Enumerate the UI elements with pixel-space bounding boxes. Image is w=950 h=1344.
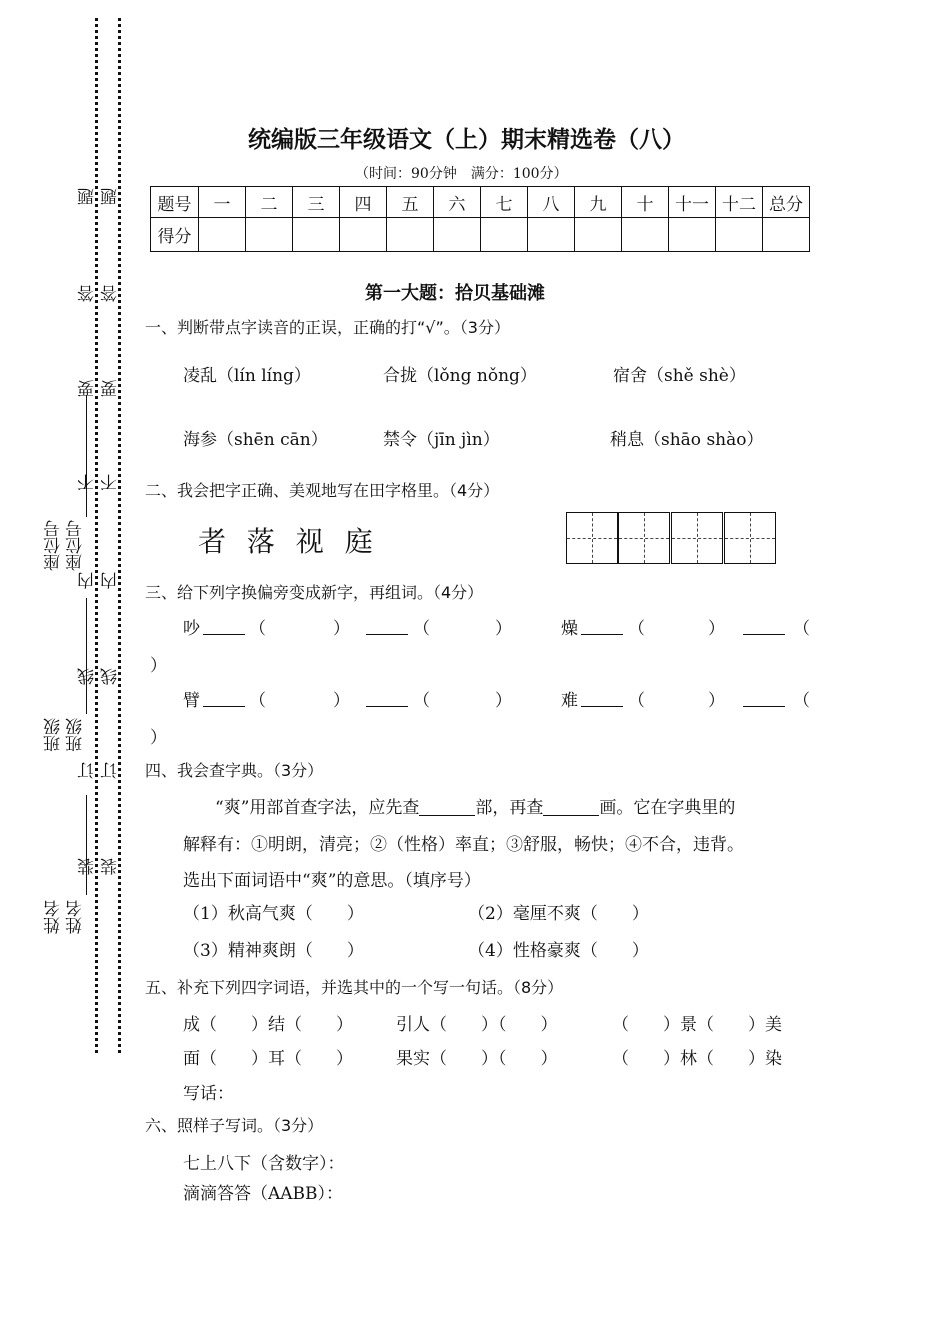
q3-blank[interactable] (203, 686, 245, 707)
score-input-cell[interactable] (716, 218, 763, 252)
idiom-item[interactable]: （ ）景（ ）美 (612, 1015, 782, 1035)
question-5-heading: 五、补充下列四字词语，并选其中的一个写一句话。（8分） (145, 978, 564, 997)
score-input-cell[interactable] (481, 218, 528, 252)
q3-char: 臂 (183, 691, 200, 711)
idiom-item[interactable]: （ ）林（ ）染 (612, 1049, 782, 1069)
binding-char: 不 (101, 474, 121, 491)
score-input-cell[interactable] (340, 218, 387, 252)
q4-text: 画。它在字典里的 (599, 798, 736, 818)
q3-paren: （ (793, 691, 810, 711)
score-input-cell[interactable] (434, 218, 481, 252)
question-1-heading: 一、判断带点字读音的正误，正确的打“√”。（3分） (145, 318, 510, 337)
binding-char: 线 (78, 668, 98, 685)
tianzige-box[interactable] (566, 512, 618, 564)
class-label: 班级 (66, 718, 86, 752)
tianzige-box[interactable] (671, 512, 723, 564)
score-input-cell[interactable] (622, 218, 669, 252)
binding-dotted-line-inner (118, 18, 121, 1053)
name-label: 姓名 (66, 900, 86, 934)
idiom-item[interactable]: 引人（ ）（ ） (396, 1015, 558, 1035)
pinyin-item[interactable]: 海参（shēn cān） (183, 430, 328, 450)
q4-text: “爽”用部首查字法，应先查 (215, 798, 420, 818)
binding-char: 题 (78, 188, 98, 205)
characters-to-copy: 者 落 视 庭 (198, 525, 379, 558)
score-cell: 总分 (763, 187, 810, 218)
q3-paren: ） (708, 619, 725, 639)
name-underline[interactable] (86, 795, 87, 895)
score-cell: 四 (340, 187, 387, 218)
score-cell: 十二 (716, 187, 763, 218)
q3-blank[interactable] (581, 686, 623, 707)
q4-option[interactable]: （1）秋高气爽（ ） (183, 904, 364, 924)
binding-char: 内 (101, 572, 121, 589)
q3-blank[interactable] (581, 614, 623, 635)
q3-blank[interactable] (366, 686, 408, 707)
q3-paren: ） (333, 691, 350, 711)
score-row-label: 得分 (151, 218, 199, 252)
seat-number-label: 座位号 (66, 520, 86, 571)
idiom-item[interactable]: 成（ ）结（ ） (183, 1015, 353, 1035)
q4-line3: 选出下面词语中“爽”的意思。（填序号） (183, 871, 481, 891)
class-label: 班级 (44, 718, 64, 752)
score-table (150, 186, 810, 252)
pinyin-item[interactable]: 宿舍（shě shè） (613, 366, 746, 386)
q3-char: 吵 (183, 619, 200, 639)
score-cell: 五 (387, 187, 434, 218)
q3-paren: ） (150, 728, 167, 748)
write-sentence-label: 写话： (183, 1084, 234, 1104)
pinyin-item[interactable]: 禁令（jīn jìn） (383, 430, 500, 450)
score-input-cell[interactable] (669, 218, 716, 252)
binding-char: 线 (101, 668, 121, 685)
question-3-heading: 三、给下列字换偏旁变成新字，再组词。（4分） (145, 583, 484, 602)
q3-blank[interactable] (366, 614, 408, 635)
pinyin-item[interactable]: 合拢（lǒng nǒng） (383, 366, 537, 386)
binding-char: 答 (101, 285, 121, 302)
question-6-heading: 六、照样子写词。（3分） (145, 1116, 324, 1135)
q3-paren: ） (495, 619, 512, 639)
seat-number-underline[interactable] (86, 395, 87, 517)
score-cell: 七 (481, 187, 528, 218)
q3-blank[interactable] (743, 686, 785, 707)
radical-blank[interactable] (419, 797, 475, 816)
q3-paren: （ (413, 619, 430, 639)
score-cell: 一 (199, 187, 246, 218)
question-2-heading: 二、我会把字正确、美观地写在田字格里。（4分） (145, 481, 500, 500)
q3-paren: （ (249, 619, 266, 639)
q3-paren: ） (495, 691, 512, 711)
score-cell: 三 (293, 187, 340, 218)
q4-line2: 解释有：①明朗，清亮；②（性格）率直；③舒服，畅快；④不合，违背。 (183, 835, 744, 855)
binding-char: 题 (101, 188, 121, 205)
strokes-blank[interactable] (543, 797, 599, 816)
score-cell: 二 (246, 187, 293, 218)
q3-paren: ） (708, 691, 725, 711)
score-input-cell[interactable] (246, 218, 293, 252)
binding-char: 要 (101, 380, 121, 397)
seat-number-label: 座位号 (44, 520, 64, 571)
q6-line: 滴滴答答（AABB）： (183, 1184, 344, 1204)
binding-char: 不 (78, 474, 98, 491)
score-table-header-row (151, 187, 810, 218)
score-cell: 六 (434, 187, 481, 218)
score-input-cell[interactable] (293, 218, 340, 252)
score-input-cell[interactable] (528, 218, 575, 252)
score-table-score-row (151, 218, 810, 252)
section-title: 第一大题：拾贝基础滩 (365, 283, 545, 304)
score-input-cell[interactable] (387, 218, 434, 252)
tianzige-box[interactable] (618, 512, 670, 564)
idiom-item[interactable]: 面（ ）耳（ ） (183, 1049, 353, 1069)
binding-char: 装 (78, 858, 98, 875)
q3-paren: （ (628, 691, 645, 711)
q4-option[interactable]: （3）精神爽朗（ ） (183, 941, 364, 961)
q3-paren: （ (793, 619, 810, 639)
q3-paren: （ (249, 691, 266, 711)
q4-line1 (215, 793, 735, 818)
idiom-item[interactable]: 果实（ ）（ ） (396, 1049, 558, 1069)
q3-paren: （ (628, 619, 645, 639)
score-input-cell[interactable] (763, 218, 810, 252)
binding-char: 内 (78, 572, 98, 589)
binding-char: 要 (78, 380, 98, 397)
binding-dotted-line-outer (95, 18, 98, 1053)
q3-blank[interactable] (743, 614, 785, 635)
score-cell: 九 (575, 187, 622, 218)
score-cell: 十 (622, 187, 669, 218)
name-label: 姓名 (44, 900, 64, 934)
q3-char: 燥 (561, 619, 578, 639)
q6-line: 七上八下（含数字）： (183, 1154, 345, 1174)
q4-option[interactable]: （4）性格豪爽（ ） (468, 941, 649, 961)
exam-subtitle: （时间：90分钟 满分：100分） (355, 166, 568, 182)
score-input-cell[interactable] (575, 218, 622, 252)
score-cell: 八 (528, 187, 575, 218)
q4-text: 部，再查 (475, 798, 544, 818)
q3-paren: ） (150, 656, 167, 676)
binding-char: 订 (101, 762, 121, 779)
score-cell: 题号 (151, 187, 199, 218)
binding-char: 订 (78, 762, 98, 779)
binding-char: 装 (101, 858, 121, 875)
q3-paren: ） (333, 619, 350, 639)
q3-char: 难 (561, 691, 578, 711)
page-title: 统编版三年级语文（上）期末精选卷（八） (248, 126, 685, 153)
class-underline[interactable] (86, 598, 87, 714)
tianzige-box[interactable] (724, 512, 776, 564)
score-cell: 十一 (669, 187, 716, 218)
question-4-heading: 四、我会查字典。（3分） (145, 761, 324, 780)
q3-blank[interactable] (203, 614, 245, 635)
q3-paren: （ (413, 691, 430, 711)
score-input-cell[interactable] (199, 218, 246, 252)
q4-option[interactable]: （2）毫厘不爽（ ） (468, 904, 649, 924)
binding-char: 答 (78, 285, 98, 302)
pinyin-item[interactable]: 稍息（shāo shào） (610, 430, 764, 450)
pinyin-item[interactable]: 凌乱（lín líng） (183, 366, 311, 386)
